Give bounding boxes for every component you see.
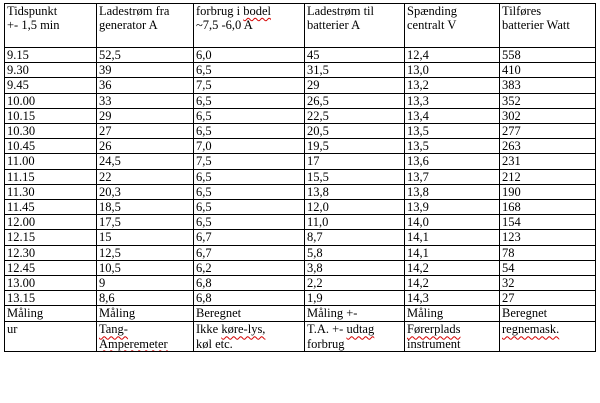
table-cell: 10.30 <box>5 124 97 139</box>
table-row <box>5 48 596 63</box>
column-header <box>405 4 500 48</box>
table-cell: 11.00 <box>5 154 97 169</box>
table-cell: 168 <box>500 200 596 215</box>
table-cell: 45 <box>305 48 405 63</box>
column-header <box>305 4 405 48</box>
table-cell: 32 <box>500 276 596 291</box>
cell-text: Ikke køre-lys, <box>196 322 266 337</box>
table-cell: 22 <box>97 169 194 184</box>
table-cell: 10,5 <box>97 260 194 275</box>
table-cell: 6,2 <box>194 260 305 275</box>
table-cell: 29 <box>97 108 194 123</box>
table-cell: 22,5 <box>305 108 405 123</box>
table-cell: 13.00 <box>5 276 97 291</box>
table-cell: 302 <box>500 108 596 123</box>
table-row <box>5 139 596 154</box>
table-cell: 277 <box>500 124 596 139</box>
table-row <box>5 200 596 215</box>
note-cell <box>305 322 405 351</box>
table-cell: 13,8 <box>305 184 405 199</box>
cell-text: Spænding <box>407 4 458 18</box>
column-header <box>194 4 305 48</box>
table-cell: 12.00 <box>5 215 97 230</box>
cell-text <box>407 322 499 336</box>
table-cell: 154 <box>500 215 596 230</box>
table-cell: 352 <box>500 93 596 108</box>
cell-text: ~7,5 -6,0 A <box>196 18 253 33</box>
table-cell: 17 <box>305 154 405 169</box>
cell-text: centralt V <box>407 18 457 33</box>
table-cell: 20,5 <box>305 124 405 139</box>
table-cell: 3,8 <box>305 260 405 275</box>
table-cell: 13,3 <box>405 93 500 108</box>
table-cell: 29 <box>305 78 405 93</box>
cell-text: Tilføres <box>502 4 542 18</box>
data-table <box>4 3 596 352</box>
table-cell: 14,3 <box>405 291 500 306</box>
table-cell: 13,5 <box>405 124 500 139</box>
cell-text: generator A <box>99 18 158 33</box>
table-row <box>5 169 596 184</box>
table-cell: 6,7 <box>194 230 305 245</box>
note-cell <box>500 322 596 351</box>
cell-text: batterier A <box>307 18 361 33</box>
table-cell: 13.15 <box>5 291 97 306</box>
table-cell: 2,2 <box>305 276 405 291</box>
cell-text: instrument <box>407 336 461 351</box>
table-cell: 7,5 <box>194 154 305 169</box>
table-cell: 10.45 <box>5 139 97 154</box>
table-cell: 14,1 <box>405 245 500 260</box>
table-cell: 212 <box>500 169 596 184</box>
table-cell: 18,5 <box>97 200 194 215</box>
cell-text: Ladestrøm til <box>307 4 374 18</box>
table-cell: 13,4 <box>405 108 500 123</box>
table-row <box>5 154 596 169</box>
table-cell: 33 <box>97 93 194 108</box>
table-cell: 7,0 <box>194 139 305 154</box>
table-body <box>5 4 596 352</box>
method-cell: Måling <box>5 306 97 322</box>
cell-text <box>502 322 595 336</box>
table-cell: 36 <box>97 78 194 93</box>
table-cell: 6,7 <box>194 245 305 260</box>
note-cell <box>5 322 97 351</box>
table-row <box>5 291 596 306</box>
column-header <box>500 4 596 48</box>
table-row <box>5 276 596 291</box>
table-cell: 9.15 <box>5 48 97 63</box>
table-cell: 12,5 <box>97 245 194 260</box>
table-cell: 6,0 <box>194 48 305 63</box>
table-row <box>5 245 596 260</box>
table-cell: 8,7 <box>305 230 405 245</box>
table-cell: 54 <box>500 260 596 275</box>
table-cell: 13,8 <box>405 184 500 199</box>
table-cell: 12.45 <box>5 260 97 275</box>
table-cell: 11,0 <box>305 215 405 230</box>
table-cell: 78 <box>500 245 596 260</box>
table-cell: 26 <box>97 139 194 154</box>
note-cell <box>194 322 305 351</box>
table-cell: 6,8 <box>194 276 305 291</box>
cell-text: batterier Watt <box>502 18 570 33</box>
table-cell: 6,5 <box>194 215 305 230</box>
table-row <box>5 124 596 139</box>
table-row <box>5 108 596 123</box>
table-row <box>5 63 596 78</box>
table-cell: 13,9 <box>405 200 500 215</box>
method-cell: Måling +- <box>305 306 405 322</box>
table-cell: 17,5 <box>97 215 194 230</box>
table-cell: 12,0 <box>305 200 405 215</box>
table-cell: 10.15 <box>5 108 97 123</box>
table-cell: 14,1 <box>405 230 500 245</box>
table-cell: 12.15 <box>5 230 97 245</box>
table-cell: 263 <box>500 139 596 154</box>
table-cell: 31,5 <box>305 63 405 78</box>
method-row <box>5 306 596 322</box>
cell-text: køl etc. <box>196 336 233 351</box>
spellcheck-mark: Tang- <box>99 322 128 337</box>
table-cell: 27 <box>97 124 194 139</box>
table-row <box>5 184 596 199</box>
method-cell: Beregnet <box>194 306 305 322</box>
table-cell: 24,5 <box>97 154 194 169</box>
table-cell: 26,5 <box>305 93 405 108</box>
note-cell <box>405 322 500 351</box>
table-cell: 27 <box>500 291 596 306</box>
table-cell: 6,5 <box>194 108 305 123</box>
cell-text <box>99 322 193 336</box>
table-row <box>5 78 596 93</box>
table-cell: 383 <box>500 78 596 93</box>
cell-text: forbrug i bodel <box>196 4 271 18</box>
table-cell: 6,8 <box>194 291 305 306</box>
table-cell: 14,2 <box>405 276 500 291</box>
table-cell: 20,3 <box>97 184 194 199</box>
table-cell: 13,0 <box>405 63 500 78</box>
table-cell: 6,5 <box>194 169 305 184</box>
method-cell: Beregnet <box>500 306 596 322</box>
header-row <box>5 4 596 48</box>
table-cell: 8,6 <box>97 291 194 306</box>
table-row <box>5 215 596 230</box>
table-cell: 14,0 <box>405 215 500 230</box>
table-cell: 39 <box>97 63 194 78</box>
table-cell: 9.30 <box>5 63 97 78</box>
table-cell: 6,5 <box>194 124 305 139</box>
cell-text: Ladestrøm fra <box>99 4 170 18</box>
cell-text: forbrug <box>307 336 345 351</box>
column-header <box>97 4 194 48</box>
cell-text: ur <box>7 322 18 337</box>
cell-text: +- 1,5 min <box>7 18 60 33</box>
cell-text <box>99 337 193 351</box>
note-row <box>5 322 596 351</box>
table-cell: 231 <box>500 154 596 169</box>
spellcheck-mark: Førerplads <box>407 322 461 337</box>
spellcheck-mark: udtag <box>346 322 375 337</box>
table-cell: 9.45 <box>5 78 97 93</box>
table-cell: 9 <box>97 276 194 291</box>
table-cell: 52,5 <box>97 48 194 63</box>
spellcheck-mark: Amperemeter <box>99 336 168 351</box>
table-row <box>5 93 596 108</box>
spellcheck-mark: bodel <box>243 4 271 18</box>
table-cell: 6,5 <box>194 184 305 199</box>
table-cell: 13,7 <box>405 169 500 184</box>
cell-text: T.A. +- udtag <box>307 322 375 337</box>
column-header <box>5 4 97 48</box>
note-cell <box>97 322 194 351</box>
table-cell: 1,9 <box>305 291 405 306</box>
table-cell: 13,6 <box>405 154 500 169</box>
spellcheck-mark: køre-lys, <box>221 322 266 337</box>
table-row <box>5 260 596 275</box>
table-cell: 558 <box>500 48 596 63</box>
table-cell: 15 <box>97 230 194 245</box>
table-cell: 10.00 <box>5 93 97 108</box>
method-cell: Måling <box>97 306 194 322</box>
spellcheck-mark: regnemask. <box>502 322 560 337</box>
table-row <box>5 230 596 245</box>
table-cell: 15,5 <box>305 169 405 184</box>
table-cell: 14,2 <box>405 260 500 275</box>
table-cell: 5,8 <box>305 245 405 260</box>
table-cell: 11.45 <box>5 200 97 215</box>
table-cell: 13,5 <box>405 139 500 154</box>
table-cell: 410 <box>500 63 596 78</box>
table-cell: 11.30 <box>5 184 97 199</box>
table-cell: 13,2 <box>405 78 500 93</box>
table-cell: 12.30 <box>5 245 97 260</box>
table-cell: 6,5 <box>194 93 305 108</box>
method-cell: Måling <box>405 306 500 322</box>
cell-text: Tidspunkt <box>7 4 58 18</box>
table-cell: 6,5 <box>194 200 305 215</box>
table-cell: 6,5 <box>194 63 305 78</box>
table-cell: 11.15 <box>5 169 97 184</box>
table-cell: 7,5 <box>194 78 305 93</box>
table-cell: 190 <box>500 184 596 199</box>
table-cell: 19,5 <box>305 139 405 154</box>
table-cell: 123 <box>500 230 596 245</box>
table-cell: 12,4 <box>405 48 500 63</box>
